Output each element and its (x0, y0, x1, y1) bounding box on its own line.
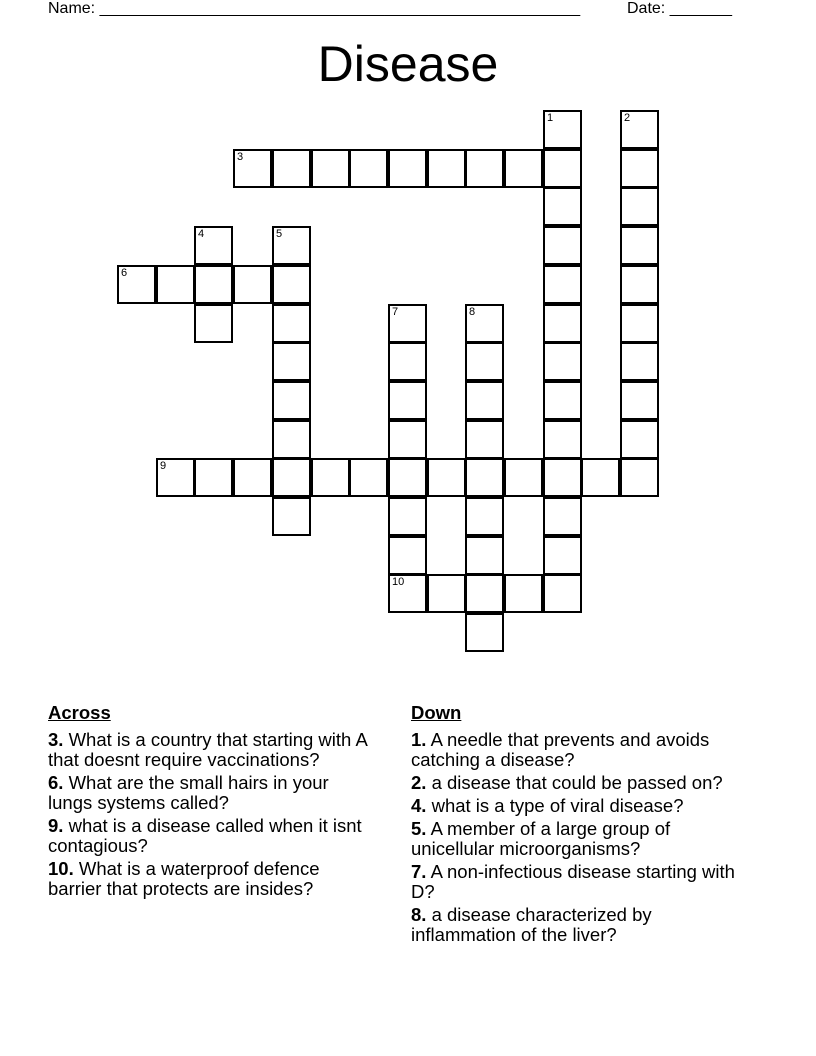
clue-text: what is a type of viral disease? (431, 795, 684, 816)
crossword-cell[interactable] (349, 458, 388, 497)
crossword-cell[interactable] (465, 342, 504, 381)
crossword-cell[interactable] (465, 536, 504, 575)
crossword-cell[interactable] (194, 458, 233, 497)
crossword-cell[interactable] (620, 381, 659, 420)
crossword-cell[interactable] (543, 497, 582, 536)
clue-number-label: 6 (121, 267, 128, 279)
crossword-cell[interactable] (272, 458, 311, 497)
crossword-cell[interactable] (620, 149, 659, 188)
clue-text: A member of a large group of unicellular microorganisms? (411, 818, 671, 859)
crossword-cell[interactable] (233, 149, 272, 188)
crossword-cell[interactable] (620, 110, 659, 149)
clue-number-label: 4 (198, 228, 205, 240)
crossword-cell[interactable] (388, 381, 427, 420)
crossword-cell[interactable] (272, 149, 311, 188)
clue-text: A non-infectious disease starting with D? (411, 861, 735, 902)
crossword-cell[interactable] (620, 265, 659, 304)
clue-down-1 (411, 730, 751, 770)
crossword-cell[interactable] (311, 149, 350, 188)
crossword-cell[interactable] (620, 226, 659, 265)
clue-number: 5. (411, 818, 427, 839)
crossword-cell[interactable] (620, 458, 659, 497)
clue-across-10 (48, 859, 378, 899)
clue-number: 7. (411, 861, 427, 882)
crossword-cell[interactable] (427, 574, 466, 613)
crossword-cell[interactable] (272, 381, 311, 420)
crossword-cell[interactable] (194, 265, 233, 304)
clue-across-6 (48, 773, 378, 813)
crossword-cell[interactable] (543, 381, 582, 420)
crossword-cell[interactable] (194, 226, 233, 265)
across-heading: Across (48, 702, 111, 723)
crossword-cell[interactable] (465, 458, 504, 497)
crossword-cell[interactable] (349, 149, 388, 188)
clue-text: what is a disease called when it isnt contagious? (48, 815, 362, 856)
name-field-label: Name: ______________________________________________________ (48, 0, 581, 17)
crossword-cell[interactable] (272, 420, 311, 459)
crossword-cell[interactable] (388, 304, 427, 343)
clue-text: What is a country that starting with A that doesnt require vaccinations? (48, 729, 367, 770)
crossword-cell[interactable] (388, 458, 427, 497)
crossword-cell[interactable] (388, 574, 427, 613)
crossword-cell[interactable] (311, 458, 350, 497)
crossword-cell[interactable] (388, 497, 427, 536)
clue-number: 10. (48, 858, 74, 879)
crossword-cell[interactable] (543, 187, 582, 226)
clue-number: 6. (48, 772, 64, 793)
crossword-cell[interactable] (620, 420, 659, 459)
crossword-cell[interactable] (465, 304, 504, 343)
down-clues (411, 702, 751, 948)
crossword-cell[interactable] (272, 342, 311, 381)
clue-number: 9. (48, 815, 64, 836)
crossword-cell[interactable] (272, 226, 311, 265)
crossword-cell[interactable] (581, 458, 620, 497)
crossword-cell[interactable] (465, 420, 504, 459)
crossword-cell[interactable] (543, 110, 582, 149)
clue-number-label: 2 (624, 112, 631, 124)
crossword-cell[interactable] (427, 458, 466, 497)
crossword-cell[interactable] (543, 149, 582, 188)
crossword-cell[interactable] (272, 265, 311, 304)
clue-number: 4. (411, 795, 427, 816)
crossword-cell[interactable] (156, 458, 195, 497)
crossword-cell[interactable] (543, 304, 582, 343)
clue-down-5 (411, 819, 751, 859)
clue-number-label: 5 (276, 228, 283, 240)
crossword-cell[interactable] (543, 420, 582, 459)
crossword-cell[interactable] (543, 536, 582, 575)
down-heading: Down (411, 702, 462, 723)
crossword-cell[interactable] (272, 304, 311, 343)
clue-number: 3. (48, 729, 64, 750)
crossword-cell[interactable] (543, 458, 582, 497)
crossword-cell[interactable] (504, 574, 543, 613)
clue-across-3 (48, 730, 378, 770)
date-field-label: Date: _______ (627, 0, 732, 17)
crossword-cell[interactable] (388, 420, 427, 459)
page-title: Disease (317, 36, 499, 92)
crossword-cell[interactable] (388, 536, 427, 575)
clue-across-9 (48, 816, 378, 856)
crossword-cell[interactable] (543, 265, 582, 304)
clue-text: a disease characterized by inflammation of the liver? (411, 904, 652, 945)
crossword-cell[interactable] (465, 497, 504, 536)
crossword-cell[interactable] (388, 149, 427, 188)
crossword-cell[interactable] (156, 265, 195, 304)
clue-text: What is a waterproof defence barrier that protects are insides? (48, 858, 320, 899)
crossword-cell[interactable] (194, 304, 233, 343)
crossword-cell[interactable] (504, 149, 543, 188)
crossword-cell[interactable] (620, 187, 659, 226)
clue-number: 8. (411, 904, 427, 925)
clue-text: a disease that could be passed on? (431, 772, 723, 793)
crossword-cell[interactable] (233, 458, 272, 497)
clue-number-label: 9 (160, 460, 167, 472)
clue-down-4 (411, 796, 751, 816)
crossword-cell[interactable] (233, 265, 272, 304)
clue-number: 2. (411, 772, 427, 793)
crossword-cell[interactable] (543, 226, 582, 265)
crossword-cell[interactable] (543, 574, 582, 613)
clue-number-label: 8 (469, 306, 476, 318)
clue-text: A needle that prevents and avoids catching a disease? (411, 729, 710, 770)
clue-text: What are the small hairs in your lungs systems called? (48, 772, 329, 813)
clue-down-8 (411, 905, 751, 945)
crossword-cell[interactable] (272, 497, 311, 536)
crossword-cell[interactable] (620, 342, 659, 381)
crossword-cell[interactable] (504, 458, 543, 497)
clue-down-2 (411, 773, 751, 793)
crossword-cell[interactable] (543, 342, 582, 381)
crossword-cell[interactable] (620, 304, 659, 343)
crossword-cell[interactable] (465, 574, 504, 613)
crossword-cell[interactable] (388, 342, 427, 381)
clue-number-label: 7 (392, 306, 399, 318)
clue-number-label: 10 (392, 576, 405, 588)
crossword-cell[interactable] (427, 149, 466, 188)
crossword-cell[interactable] (465, 613, 504, 652)
crossword-cell[interactable] (117, 265, 156, 304)
clue-number-label: 3 (237, 151, 244, 163)
clue-down-7 (411, 862, 751, 902)
clue-number: 1. (411, 729, 427, 750)
across-clues (48, 702, 378, 902)
crossword-cell[interactable] (465, 149, 504, 188)
clue-number-label: 1 (547, 112, 554, 124)
crossword-cell[interactable] (465, 381, 504, 420)
